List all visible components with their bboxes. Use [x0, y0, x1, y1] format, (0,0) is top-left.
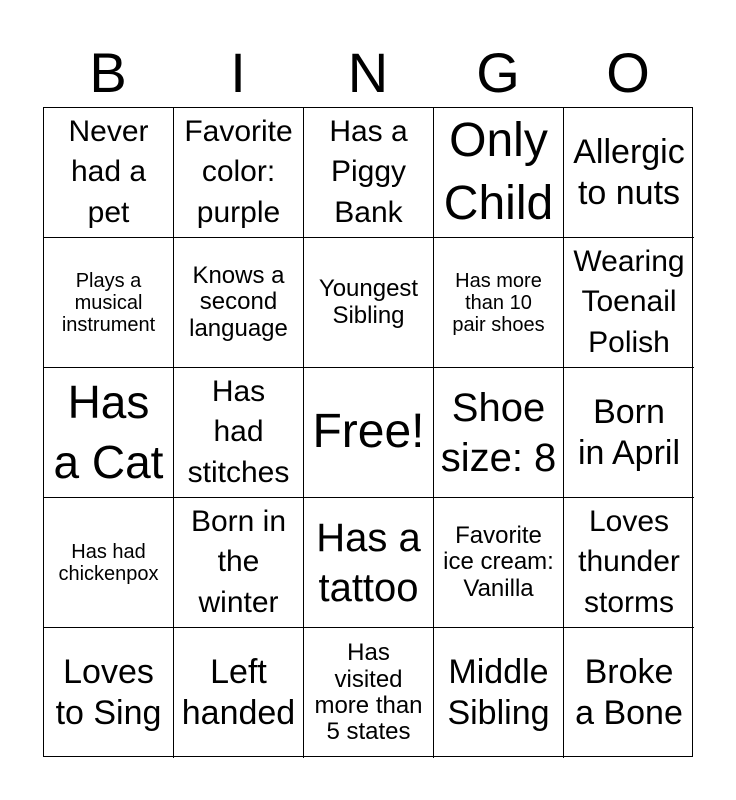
bingo-cell-r4c3[interactable]: Has a tattoo [304, 498, 434, 628]
bingo-cell-r5c2[interactable]: Left handed [174, 628, 304, 758]
bingo-cell-r1c1[interactable]: Never had a pet [44, 108, 174, 238]
bingo-cell-r4c1[interactable]: Has had chickenpox [44, 498, 174, 628]
bingo-cell-r2c1[interactable]: Plays a musical instrument [44, 238, 174, 368]
bingo-cell-r4c4[interactable]: Favorite ice cream: Vanilla [434, 498, 564, 628]
bingo-board [43, 107, 693, 757]
bingo-cell-r2c5[interactable]: Wearing Toenail Polish [564, 238, 694, 368]
bingo-cell-r3c4[interactable]: Shoe size: 8 [434, 368, 564, 498]
bingo-header [43, 40, 693, 106]
bingo-cell-r3c2[interactable]: Has had stitches [174, 368, 304, 498]
header-letter-b: B [89, 41, 127, 104]
bingo-cell-r5c4[interactable]: Middle Sibling [434, 628, 564, 758]
bingo-cell-r2c4[interactable]: Has more than 10 pair shoes [434, 238, 564, 368]
bingo-cell-r3c5[interactable]: Born in April [564, 368, 694, 498]
bingo-cell-r5c3[interactable]: Has visited more than 5 states [304, 628, 434, 758]
header-letter-i: I [230, 41, 246, 104]
bingo-cell-r4c5[interactable]: Loves thunder storms [564, 498, 694, 628]
bingo-cell-r2c2[interactable]: Knows a second language [174, 238, 304, 368]
bingo-cell-r3c1[interactable]: Has a Cat [44, 368, 174, 498]
bingo-cell-r1c3[interactable]: Has a Piggy Bank [304, 108, 434, 238]
bingo-cell-r5c5[interactable]: Broke a Bone [575, 653, 683, 732]
header-letter-o: O [606, 41, 650, 104]
bingo-cell-r2c3[interactable]: Youngest Sibling [304, 238, 434, 368]
bingo-cell-r4c2[interactable]: Born in the winter [174, 498, 304, 628]
header-letter-n: N [347, 41, 389, 104]
bingo-cell-r1c4[interactable]: Only Child [434, 108, 564, 238]
bingo-cell-r1c2[interactable]: Favorite color: purple [174, 108, 304, 238]
bingo-cell-r5c1[interactable]: Loves to Sing [44, 628, 174, 758]
bingo-cell-r3c3-free[interactable]: Free! [304, 368, 434, 498]
header-letter-g: G [476, 41, 520, 104]
bingo-cell-r1c5[interactable]: Allergic to nuts [564, 108, 694, 238]
